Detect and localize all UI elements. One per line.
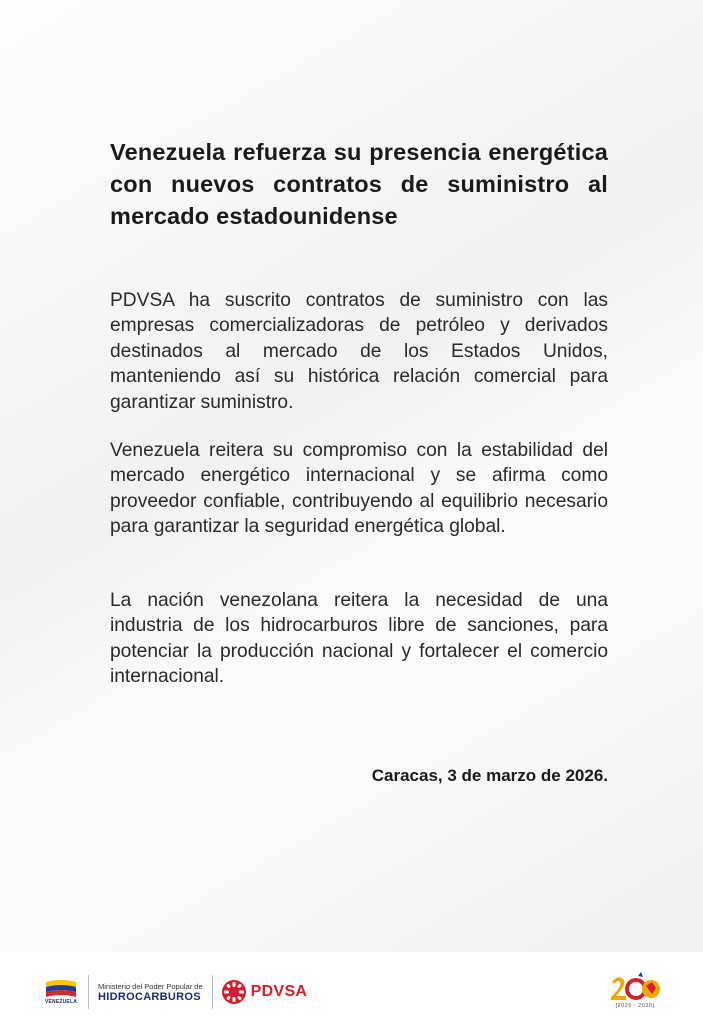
institutional-logos (42, 972, 307, 1012)
ministry-top-text: Ministerio del Poder Popular de (98, 981, 203, 991)
gov-label: VENEZUELA (44, 999, 78, 1005)
divider (88, 975, 89, 1009)
pdvsa-sun-icon (221, 979, 247, 1005)
government-logo (42, 979, 80, 1005)
pdvsa-wordmark: PDVSA (250, 983, 308, 1000)
anniversary-logo (606, 972, 664, 1012)
venezuela-flag-icon (46, 979, 76, 997)
divider (212, 975, 213, 1009)
date-signoff: Caracas, 3 de marzo de 2026. (371, 766, 608, 785)
paragraph-3: La nación venezolana reitera la necesidad de una industria de los hidrocarburos libre de sanciones, para potenciar la producción nacional y fortalecer el comercio internacional. (110, 590, 608, 688)
ministry-name: HIDROCARBUROS (98, 990, 201, 1003)
pdvsa-logo (221, 979, 308, 1005)
paragraph-2: Venezuela reitera su compromiso con la estabilidad del mercado energético internacional y se afirma como proveedor confiable, contribuyendo al equilibrio necesario para garantizar la seguridad energética global. (110, 440, 608, 538)
paragraph-1: PDVSA ha suscrito contratos de suministro con las empresas comercializadoras de petróleo y derivados destinados al mercado de los Estados Unidos, manteniendo así su histórica relación comercial para garantizar suministro. (110, 290, 608, 413)
anniversary-years: [2026 - 2030] (615, 1003, 655, 1009)
footer-logos-bar (0, 952, 703, 1024)
anniversary-emblem-icon (608, 972, 662, 1002)
press-release (110, 136, 608, 785)
ministry-logo (98, 982, 203, 1003)
headline: Venezuela refuerza su presencia energética con nuevos contratos de suministro al mercado estadounidense (110, 139, 608, 229)
